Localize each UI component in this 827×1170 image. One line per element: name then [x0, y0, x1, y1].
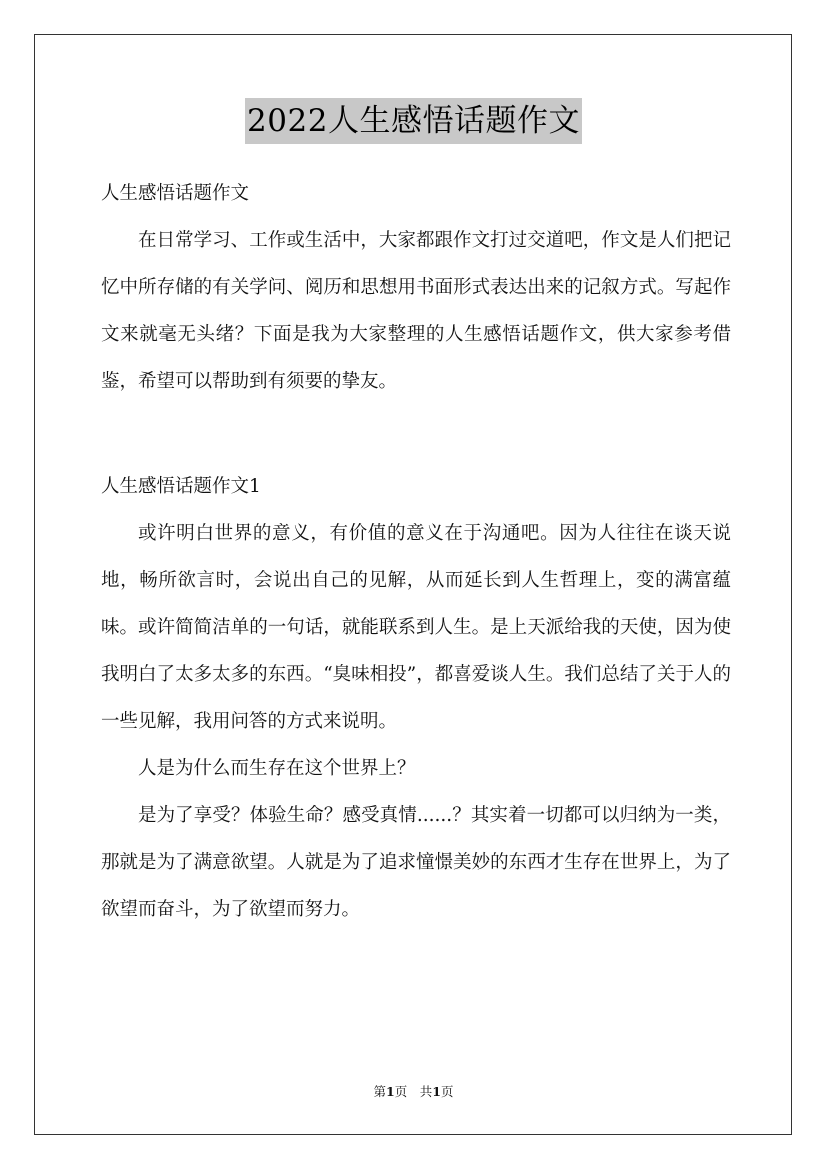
body-paragraph: 人是为什么而生存在这个世界上？	[138, 758, 416, 779]
page-footer	[0, 1082, 827, 1102]
document-body	[101, 170, 731, 933]
footer-page-suffix: 页	[440, 1084, 454, 1099]
intro-heading: 人生感悟话题作文	[101, 183, 250, 204]
section-gap	[101, 405, 731, 463]
intro-paragraph: 在日常学习、工作或生活中，大家都跟作文打过交道吧，作文是人们把记忆中所存储的有关学问、阅历和思想用书面形式表达出来的记叙方式。写起作文来就毫无头绪？下面是我为大家整理的人生感悟话题作文，供大家参考借鉴，希望可以帮助到有须要的挚友。	[101, 230, 731, 392]
body-paragraph: 是为了享受？体验生命？感受真情......？其实着一切都可以归纳为一类，那就是为了满意欲望。人就是为了追求憧憬美妙的东西才生存在世界上，为了欲望而奋斗，为了欲望而努力。	[101, 805, 731, 920]
footer-page-prefix: 第	[373, 1084, 387, 1099]
footer-page-current: 1	[386, 1084, 395, 1099]
section-heading-1: 人生感悟话题作文1	[101, 476, 261, 497]
body-paragraph: 或许明白世界的意义，有价值的意义在于沟通吧。因为人往往在谈天说地，畅所欲言时，会说出自己的见解，从而延长到人生哲理上，变的满富蕴味。或许简简洁单的一句话，就能联系到人生。是上天派给我的天使，因为使我明白了太多太多的东西。“臭味相投”，都喜爱谈人生。我们总结了关于人的一些见解，我用问答的方式来说明。	[101, 523, 731, 732]
footer-page-mid: 页 共	[394, 1084, 433, 1099]
title-container	[0, 98, 827, 144]
footer-page-total: 1	[432, 1084, 441, 1099]
document-title: 2022人生感悟话题作文	[245, 98, 582, 144]
